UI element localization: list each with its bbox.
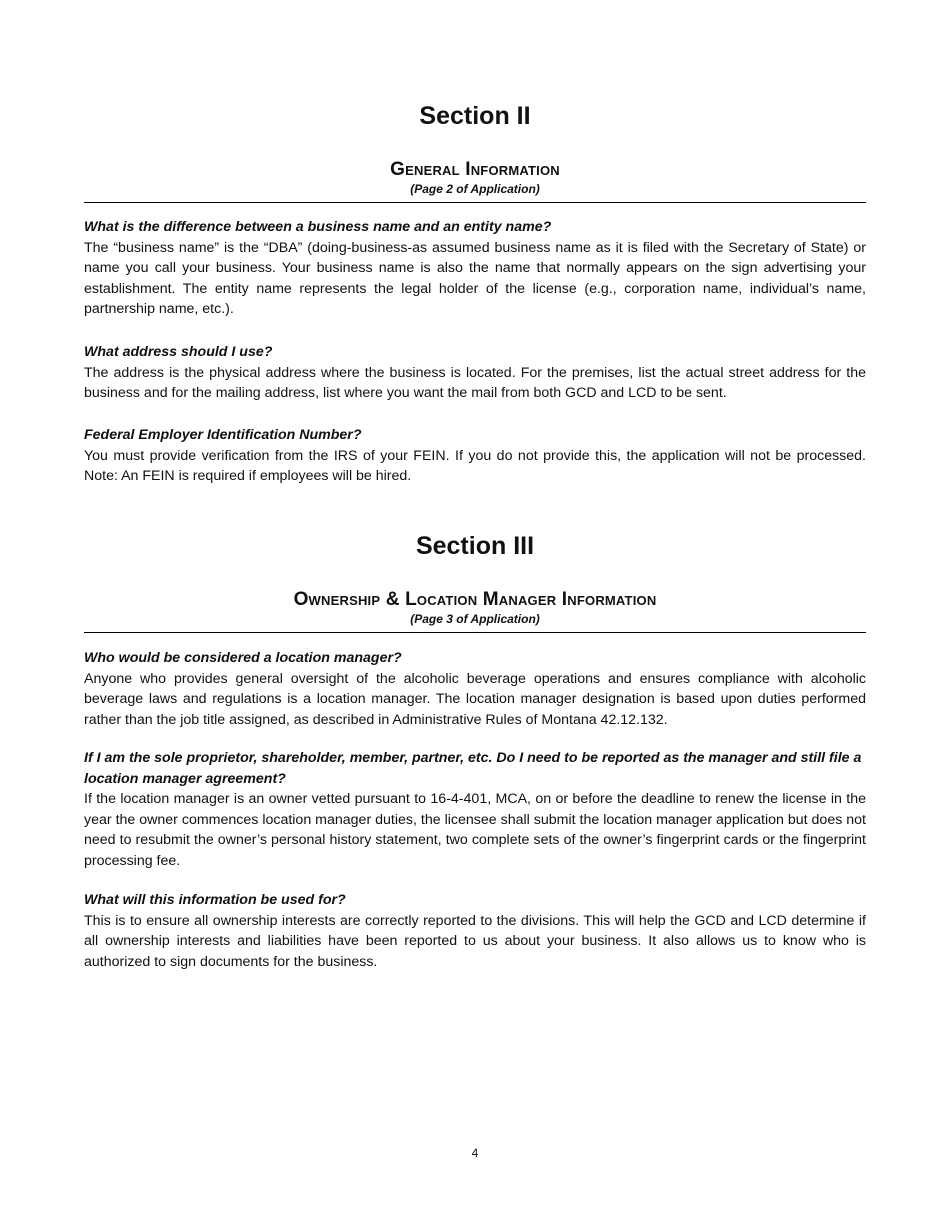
section-2 bbox=[84, 101, 866, 203]
section-divider bbox=[84, 632, 866, 633]
page-reference: (Page 2 of Application) bbox=[410, 182, 540, 196]
section-3 bbox=[84, 531, 866, 633]
page-number: 4 bbox=[471, 1146, 479, 1160]
faq-answer: You must provide verification from the IRS of your FEIN. If you do not provide this, the application will not be processed. Note: An FEIN is required if employees will be hired. bbox=[84, 447, 866, 484]
section-divider bbox=[84, 202, 866, 203]
faq-question: What will this information be used for? bbox=[84, 892, 346, 908]
section-title: Section III bbox=[415, 532, 535, 560]
faq-item bbox=[84, 342, 866, 404]
faq-answer: Anyone who provides general oversight of the alcoholic beverage operations and ensures compliance with alcoholic beverage laws and regulations is a location manager. The location manager designation is based upon duties performed rather than the job title assigned, as described in Administrative Rules of Montana 42.12.132. bbox=[84, 670, 866, 728]
faq-item bbox=[84, 648, 866, 730]
faq-question: What is the difference between a business name and an entity name? bbox=[84, 219, 552, 235]
faq-answer: If the location manager is an owner vetted pursuant to 16-4-401, MCA, on or before the deadline to renew the license in the year the owner commences location manager duties, the licensee shall submit the location manager application but does not need to resubmit the owner’s personal history statement, two complete sets of the owner’s fingerprint cards or the fingerprint processing fee. bbox=[84, 791, 866, 869]
faq-item bbox=[84, 217, 866, 320]
section-subtitle: General Information bbox=[390, 159, 560, 180]
faq-question: If I am the sole proprietor, shareholder, member, partner, etc. Do I need to be reported as the manager and still file a location manager agreement? bbox=[84, 750, 862, 787]
faq-item bbox=[84, 748, 866, 871]
faq-item bbox=[84, 890, 866, 972]
faq-answer: This is to ensure all ownership interests are correctly reported to the divisions. This will help the GCD and LCD determine if all ownership interests and liabilities have been reported to us about your business. It also allows us to know who is authorized to sign documents for the business. bbox=[84, 912, 866, 970]
faq-question: Who would be considered a location manager? bbox=[84, 650, 402, 666]
faq-answer: The “business name” is the “DBA” (doing-business-as assumed business name as it is filed with the Secretary of State) or name you call your business. Your business name is also the name that normally appears on the sign advertising your establishment. The entity name represents the legal holder of the license (e.g., corporation name, individual’s name, partnership name, etc.). bbox=[84, 239, 866, 317]
section-subtitle: Ownership & Location Manager Information bbox=[293, 589, 657, 610]
faq-answer: The address is the physical address where the business is located. For the premises, list the actual street address for the business and for the mailing address, list where you want the mail from both GCD and LCD to be sent. bbox=[84, 364, 866, 401]
faq-question: What address should I use? bbox=[84, 344, 273, 360]
faq-item bbox=[84, 425, 866, 487]
faq-question: Federal Employer Identification Number? bbox=[84, 427, 362, 443]
section-title: Section II bbox=[419, 102, 531, 130]
page-reference: (Page 3 of Application) bbox=[410, 612, 540, 626]
